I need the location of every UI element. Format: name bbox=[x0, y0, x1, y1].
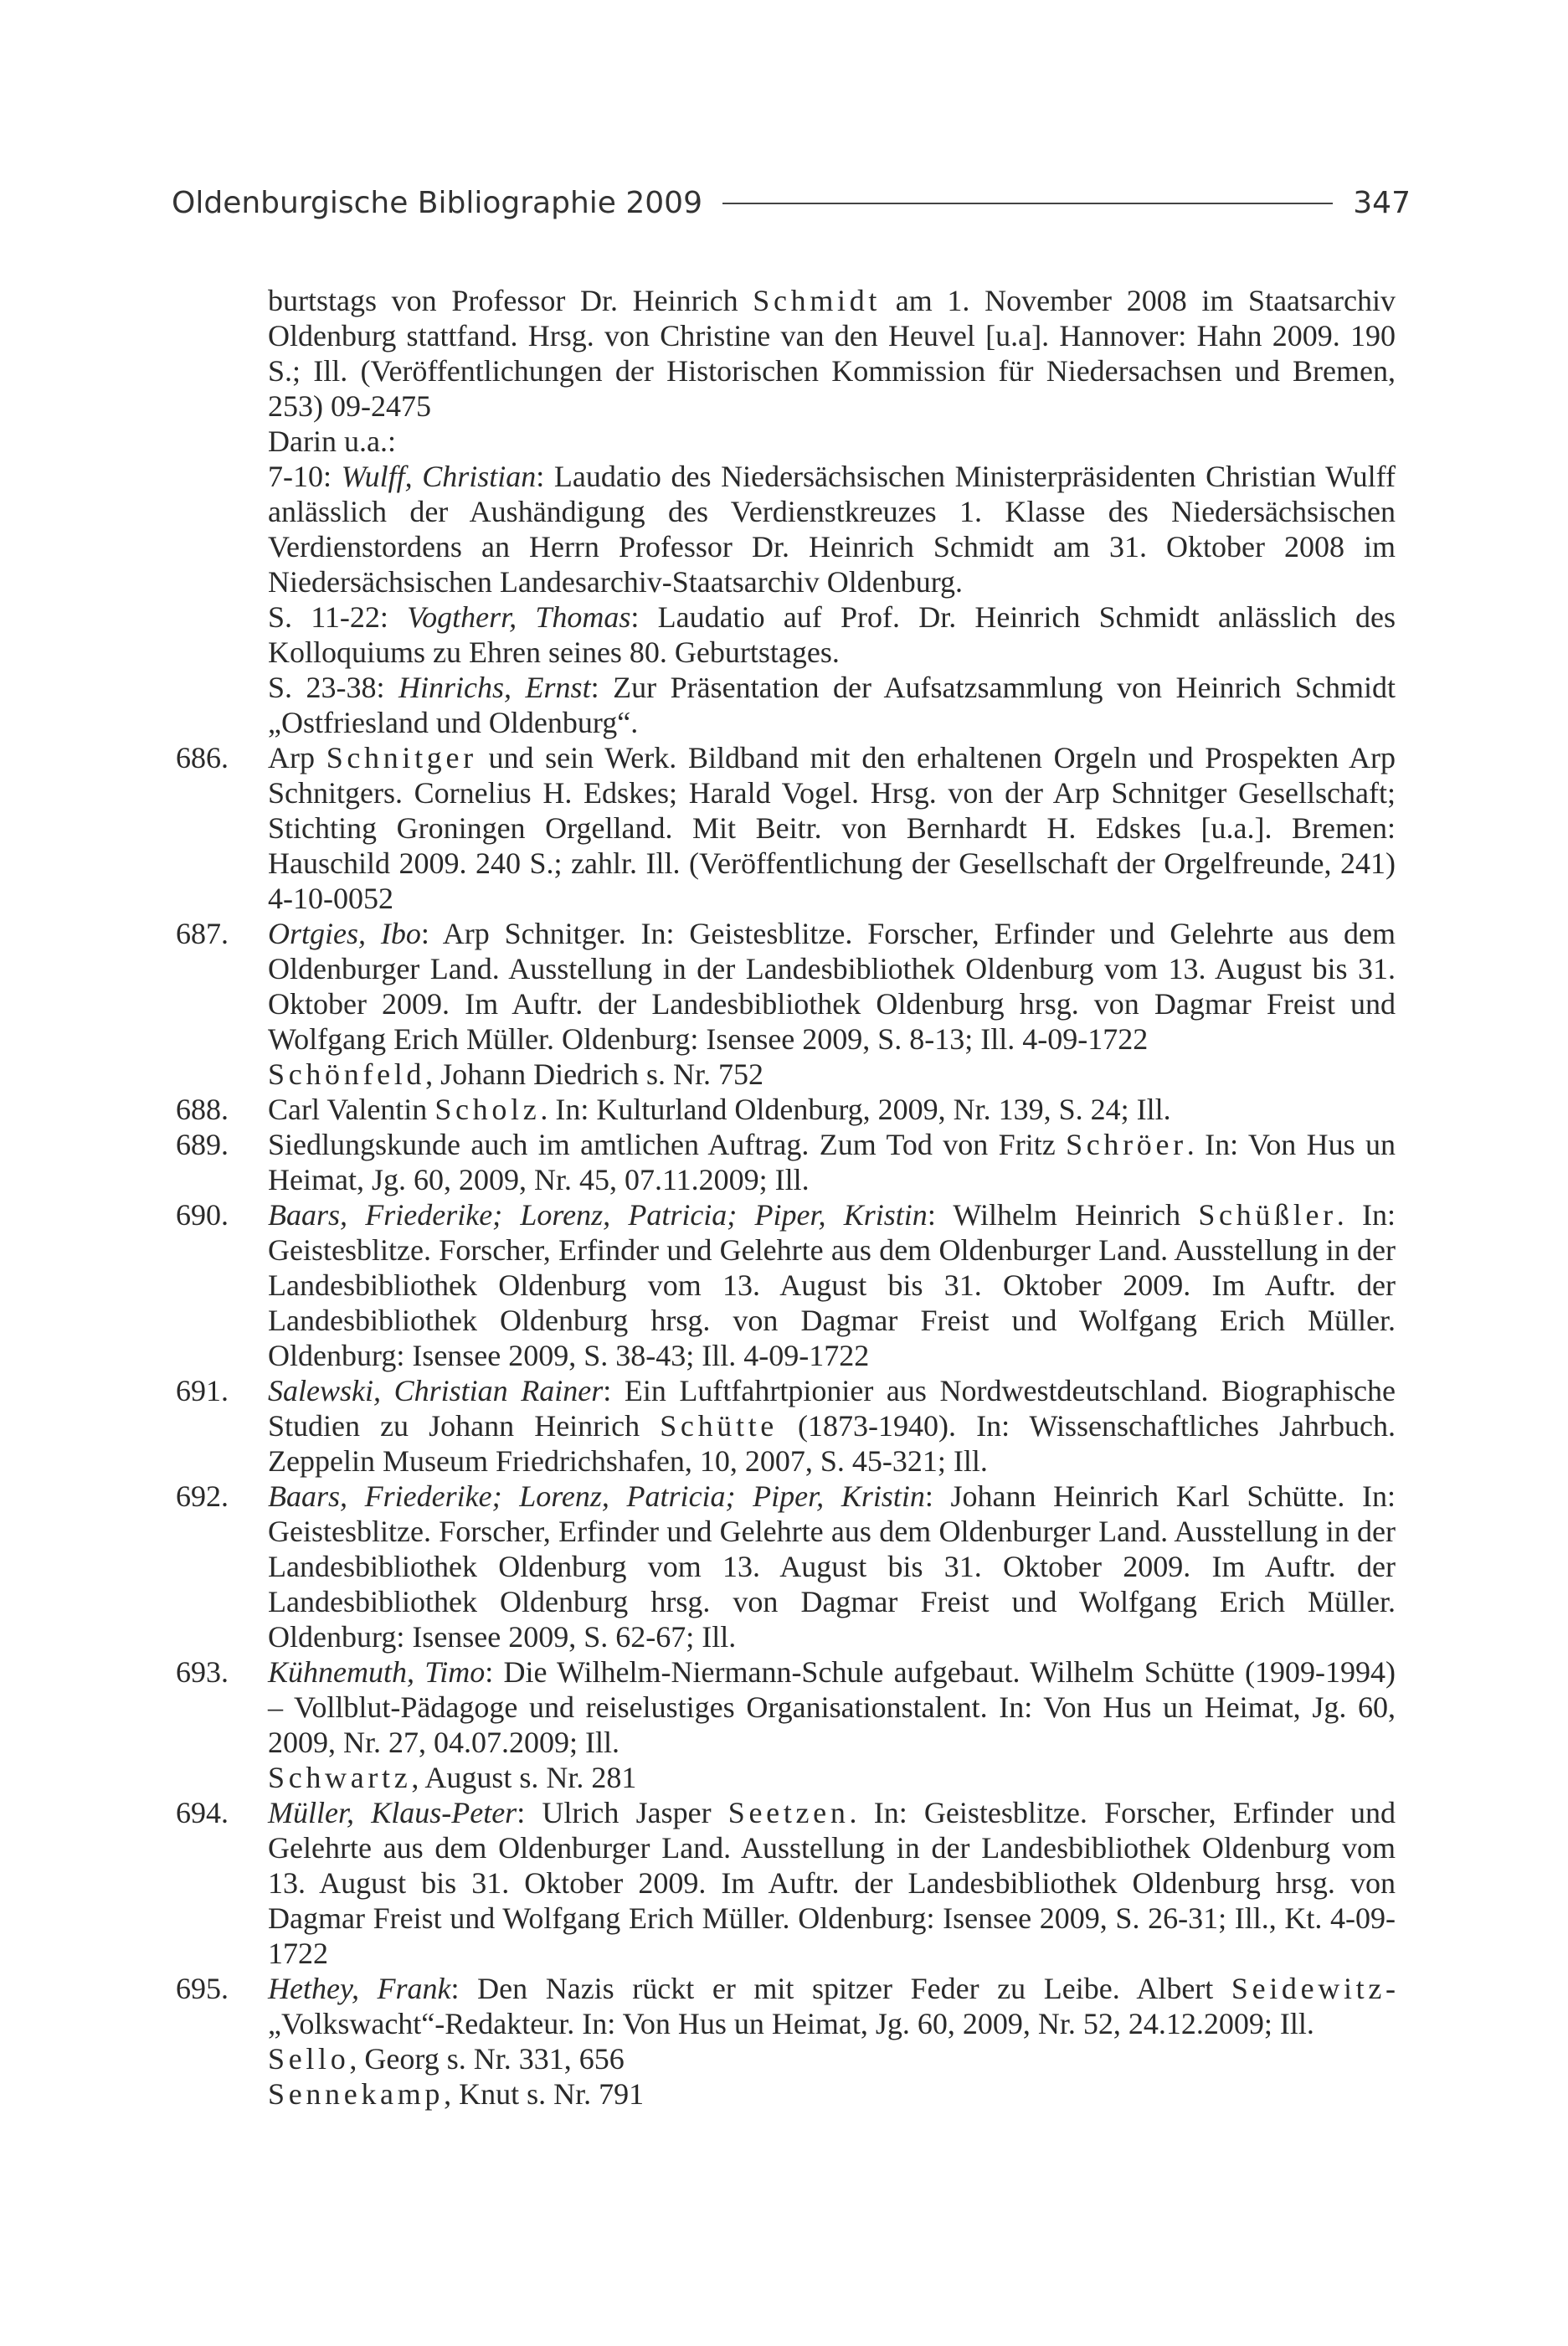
entry-number: 694. bbox=[176, 1796, 229, 1829]
entry-number: 691. bbox=[176, 1374, 229, 1407]
entry-text: : Wilhelm Heinrich bbox=[927, 1198, 1199, 1232]
entry-text: -„Volkswacht“-Redakteur. In: Von Hus un Heimat, Jg. 60, 2009, Nr. 52, 24.12.2009; Ill. bbox=[268, 1972, 1396, 2040]
entry-line bbox=[268, 424, 1396, 459]
subject-name: Scholz bbox=[434, 1093, 541, 1126]
subject-name: Schnitger bbox=[326, 741, 477, 774]
entry-number: 692. bbox=[176, 1479, 229, 1513]
entry-text: : Zur Präsentation der Aufsatzsammlung von Heinrich Schmidt „Ostfriesland und Oldenburg“. bbox=[268, 671, 1396, 739]
author-name: Vogtherr, Thomas bbox=[407, 600, 631, 634]
bibliography-entry bbox=[176, 1971, 1396, 2041]
entry-text: : Laudatio des Niedersächsischen Ministerpräsidenten Christian Wulff anlässlich der Aushändigung des Verdienstkreuzes 1. Klasse des Niedersächsischen Verdienstordens an Herrn Professor Dr. Heinrich Schmidt am 31. Oktober 2008 im Niedersächsischen Landesarchiv-Staatsarchiv Oldenburg. bbox=[268, 460, 1396, 599]
entry-line bbox=[268, 459, 1396, 599]
entry-text: : Ulrich Jasper bbox=[517, 1796, 728, 1829]
entry-line bbox=[268, 2041, 1396, 2076]
page-number: 347 bbox=[1353, 186, 1411, 220]
author-name: Salewski, Christian Rainer bbox=[268, 1374, 604, 1407]
entry-text: , Knut s. Nr. 791 bbox=[444, 2077, 645, 2111]
bibliography-entries bbox=[176, 283, 1396, 2112]
entry-text: (1873-1940). In: Wissenschaftliches Jahrbuch. Zeppelin Museum Friedrichshafen, 10, 2007, S. 45-321; Ill. bbox=[268, 1409, 1396, 1478]
bibliography-entry bbox=[176, 1654, 1396, 1760]
entry-text: . In: Geistesblitze. Forscher, Erfinder und Gelehrte aus dem Oldenburger Land. Ausstellung in der Landesbibliothek Oldenburg vom 13. August bis 31. Oktober 2009. Im Auftr. der Landesbibliothek Oldenburg hrsg. von Dagmar Freist und Wolfgang Erich Müller. Oldenburg: Isensee 2009, S. 26-31; Ill., Kt. 4-09-1722 bbox=[268, 1796, 1396, 1970]
entry-number: 686. bbox=[176, 741, 229, 774]
subject-name: Seetzen bbox=[727, 1796, 850, 1829]
entry-line bbox=[268, 1057, 1396, 1092]
entry-text: : Laudatio auf Prof. Dr. Heinrich Schmidt anlässlich des Kolloquiums zu Ehren seines 80. Geburtstages. bbox=[268, 600, 1396, 669]
entry-text: Siedlungskunde auch im amtlichen Auftrag. Zum Tod von Fritz bbox=[268, 1128, 1067, 1161]
bibliography-entry bbox=[176, 1092, 1396, 1127]
entry-text: . In: Kulturland Oldenburg, 2009, Nr. 139, S. 24; Ill. bbox=[540, 1093, 1171, 1126]
entry-line bbox=[268, 599, 1396, 670]
author-name: Baars, Friederike; Lorenz, Patricia; Piper, Kristin bbox=[268, 1198, 928, 1232]
subject-name: Schönfeld bbox=[268, 1057, 426, 1091]
bibliography-entry bbox=[176, 1479, 1396, 1654]
entry-line bbox=[268, 1760, 1396, 1795]
author-name: Kühnemuth, Timo bbox=[268, 1655, 486, 1689]
entry-text: S. 11-22: bbox=[268, 600, 408, 634]
bibliography-entry bbox=[176, 1795, 1396, 1971]
entry-text: . In: Von Hus un Heimat, Jg. 60, 2009, Nr. 45, 07.11.2009; Ill. bbox=[268, 1128, 1396, 1196]
subject-name: Sello bbox=[268, 2042, 350, 2076]
bibliography-entry bbox=[176, 1197, 1396, 1373]
header-rule bbox=[722, 203, 1333, 204]
entry-line bbox=[268, 670, 1396, 740]
subject-name: Sennekamp bbox=[268, 2077, 445, 2111]
subject-name: Schröer bbox=[1066, 1128, 1187, 1161]
author-name: Hinrichs, Ernst bbox=[398, 671, 591, 704]
subject-name: Schmidt bbox=[753, 284, 882, 317]
entry-text: Darin u.a.: bbox=[268, 424, 396, 458]
entry-text: : Den Nazis rückt er mit spitzer Feder zu Leibe. Albert bbox=[450, 1972, 1231, 2005]
author-name: Müller, Klaus-Peter bbox=[268, 1796, 517, 1829]
entry-text: . In: Geistesblitze. Forscher, Erfinder und Gelehrte aus dem Oldenburger Land. Ausstellung in der Landesbibliothek Oldenburg vom 13. August bis 31. Oktober 2009. Im Auftr. der Landesbibliothek Oldenburg hrsg. von Dagmar Freist und Wolfgang Erich Müller. Oldenburg: Isensee 2009, S. 38-43; Ill. 4-09-1722 bbox=[268, 1198, 1396, 1372]
bibliography-entry bbox=[176, 916, 1396, 1057]
bibliography-entry bbox=[176, 1373, 1396, 1479]
entry-number: 687. bbox=[176, 917, 229, 950]
page-header-title: Oldenburgische Bibliographie 2009 bbox=[172, 186, 702, 220]
entry-text: , August s. Nr. 281 bbox=[411, 1761, 637, 1794]
entry-text: : Ein Luftfahrtpionier aus Nordwestdeutschland. Biographische Studien zu Johann Heinrich bbox=[268, 1374, 1396, 1443]
bibliography-entry bbox=[176, 1127, 1396, 1197]
author-name: Baars, Friederike; Lorenz, Patricia; Piper, Kristin bbox=[268, 1479, 925, 1513]
author-name: Ortgies, Ibo bbox=[268, 917, 421, 950]
subject-name: Schüßler bbox=[1198, 1198, 1337, 1232]
entry-text: und sein Werk. Bildband mit den erhaltenen Orgeln und Prospekten Arp Schnitgers. Cornelius H. Edskes; Harald Vogel. Hrsg. von der Arp Schnitger Gesellschaft; Stichting Groningen Orgelland. Mit Beitr. von Bernhardt H. Edskes [u.a.]. Bremen: Hauschild 2009. 240 S.; zahlr. Ill. (Veröffentlichung der Gesellschaft der Orgelfreunde, 241) 4-10-0052 bbox=[268, 741, 1396, 915]
entry-line bbox=[268, 283, 1396, 424]
entry-number: 688. bbox=[176, 1093, 229, 1126]
entry-text: Carl Valentin bbox=[268, 1093, 435, 1126]
entry-line bbox=[268, 2076, 1396, 2112]
entry-text: am 1. November 2008 im Staatsarchiv Oldenburg stattfand. Hrsg. von Christine van den Heuvel [u.a]. Hannover: Hahn 2009. 190 S.; Ill. (Veröffentlichungen der Historischen Kommission für Niedersachsen und Bremen, 253) 09-2475 bbox=[268, 284, 1396, 423]
entry-number: 689. bbox=[176, 1128, 229, 1161]
author-name: Hethey, Frank bbox=[268, 1972, 451, 2005]
entry-text: S. 23-38: bbox=[268, 671, 399, 704]
entry-number: 693. bbox=[176, 1655, 229, 1689]
subject-name: Schütte bbox=[660, 1409, 778, 1443]
entry-text: burtstags von Professor Dr. Heinrich bbox=[268, 284, 753, 317]
subject-name: Schwartz bbox=[268, 1761, 412, 1794]
running-head bbox=[172, 186, 1411, 220]
entry-text: , Johann Diedrich s. Nr. 752 bbox=[425, 1057, 764, 1091]
entry-text: : Johann Heinrich Karl Schütte. In: Geistesblitze. Forscher, Erfinder und Gelehrte aus dem Oldenburger Land. Ausstellung in der Landesbibliothek Oldenburg vom 13. August bis 31. Oktober 2009. Im Auftr. der Landesbibliothek Oldenburg hrsg. von Dagmar Freist und Wolfgang Erich Müller. Oldenburg: Isensee 2009, S. 62-67; Ill. bbox=[268, 1479, 1396, 1654]
bibliography-entry bbox=[176, 740, 1396, 916]
entry-text: Arp bbox=[268, 741, 326, 774]
entry-text: 7-10: bbox=[268, 460, 342, 493]
entry-number: 690. bbox=[176, 1198, 229, 1232]
subject-name: Seidewitz bbox=[1231, 1972, 1385, 2005]
entry-text: : Die Wilhelm-Niermann-Schule aufgebaut. Wilhelm Schütte (1909-1994) – Vollblut-Pädagoge und reiselustiges Organisationstalent. In: Von Hus un Heimat, Jg. 60, 2009, Nr. 27, 04.07.2009; Ill. bbox=[268, 1655, 1396, 1759]
author-name: Wulff, Christian bbox=[341, 460, 537, 493]
entry-text: : Arp Schnitger. In: Geistesblitze. Forscher, Erfinder und Gelehrte aus dem Oldenburger Land. Ausstellung in der Landesbibliothek Oldenburg vom 13. August bis 31. Oktober 2009. Im Auftr. der Landesbibliothek Oldenburg hrsg. von Dagmar Freist und Wolfgang Erich Müller. Oldenburg: Isensee 2009, S. 8-13; Ill. 4-09-1722 bbox=[268, 917, 1396, 1056]
entry-number: 695. bbox=[176, 1972, 229, 2005]
entry-text: , Georg s. Nr. 331, 656 bbox=[349, 2042, 625, 2076]
